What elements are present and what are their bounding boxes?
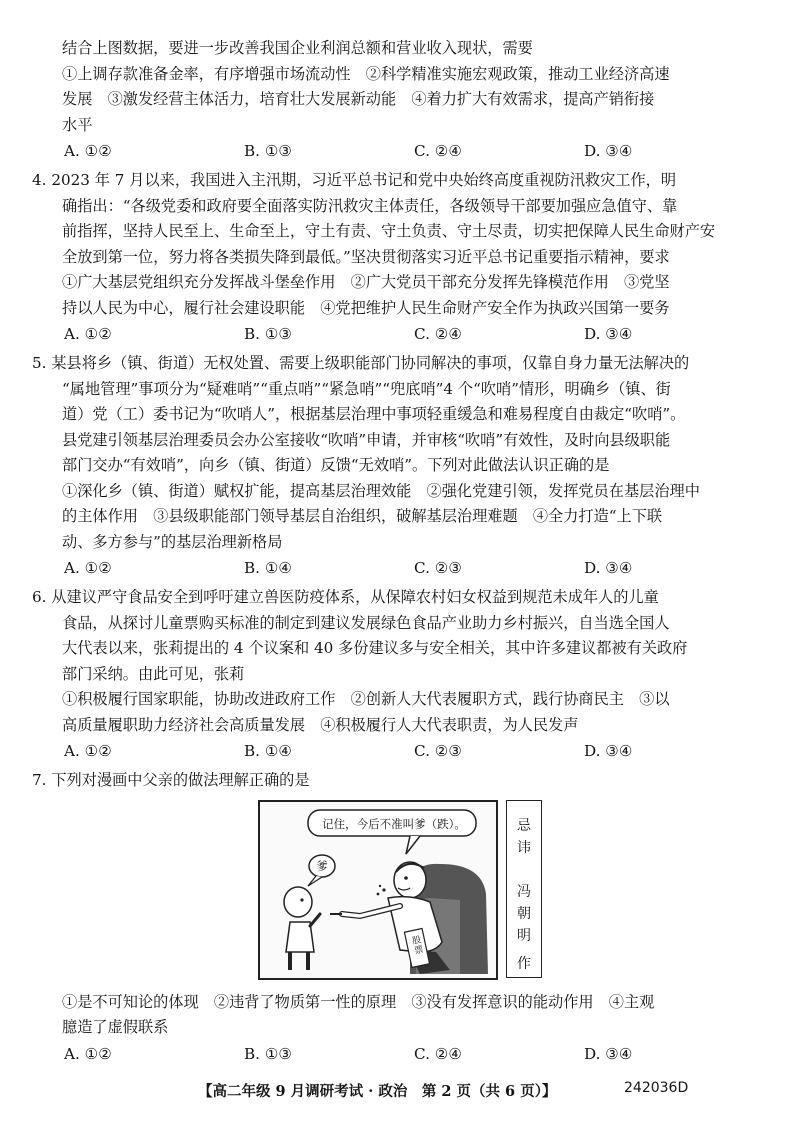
cartoon-title-char: 讳 xyxy=(517,839,531,856)
cartoon-author-char: 明 xyxy=(517,927,531,944)
question-4-line: 前指挥，坚持人民至上、生命至上，守土有责、守土负责、守土尽责，切实把保障人民生命财产安 xyxy=(62,222,716,240)
question-6-line: ①积极履行国家职能，协助改进政府工作 ②创新人大代表履职方式，践行协商民主 ③以 xyxy=(62,690,670,708)
option-b: B. ①④ xyxy=(244,742,293,760)
cartoon-title-char: 忌 xyxy=(517,817,531,834)
question-4-line: 确指出：“各级党委和政府要全面落实防汛救灾主体责任，各级领导干部要加强应急值守、靠 xyxy=(62,196,678,215)
question-7-options xyxy=(62,1041,752,1071)
option-a: A. ①② xyxy=(64,742,112,760)
question-3-line: 结合上图数据，要进一步改善我国企业利润总额和营业收入现状，需要 xyxy=(62,39,533,57)
cartoon-author xyxy=(515,881,533,975)
question-6-line: 食品，从探讨儿童票购买标准的制定到建议发展绿色食品产业助力乡村振兴，自当选全国人 xyxy=(62,613,670,632)
footer-exam-code: 242036D xyxy=(624,1080,689,1096)
cartoon-image xyxy=(258,800,498,980)
option-a: A. ①② xyxy=(64,1044,112,1063)
question-5-line: 5. 某县将乡（镇、街道）无权处置、需要上级职能部门协同解决的事项，仅靠自身力量无法解决的 xyxy=(32,354,690,372)
question-7-line: ①是不可知论的体现 ②违背了物质第一性的原理 ③没有发挥意识的能动作用 ④主观 xyxy=(62,992,655,1011)
option-c: C. ②③ xyxy=(414,742,462,760)
question-5-line: 动、多方参与”的基层治理新格局 xyxy=(62,532,283,551)
question-5-options xyxy=(62,555,752,585)
question-5-line: 道）党（工）委书记为“吹哨人”，根据基层治理中事项轻重缓急和难易程度自由裁定“吹哨”。 xyxy=(62,405,686,423)
option-c: C. ②④ xyxy=(414,325,462,343)
question-7 xyxy=(32,768,752,1071)
question-6-line: 大代表以来，张莉提出的 4 个议案和 40 多份建议多与安全相关，其中许多建议都被有关政府 xyxy=(62,639,688,657)
option-c: C. ②③ xyxy=(414,559,462,577)
question-3-line: 发展 ③激发经营主体活力，培育壮大发展新动能 ④着力扩大有效需求，提高产销衔接 xyxy=(62,90,655,108)
cartoon-author-char: 朝 xyxy=(517,905,531,922)
child-speech-text: 爹 xyxy=(316,858,328,873)
question-3 xyxy=(62,36,752,168)
question-4-line: 持以人民为中心，履行社会建设职能 ④党把维护人民生命财产安全作为执政兴国第一要务 xyxy=(62,298,670,317)
cartoon-figure xyxy=(62,800,752,986)
option-b: B. ①④ xyxy=(244,559,293,577)
question-6-line: 高质量履职助力经济社会高质量发展 ④积极履行人大代表职责，为人民发声 xyxy=(62,715,579,734)
father-speech-tail xyxy=(406,836,420,854)
question-7-line: 臆造了虚假联系 xyxy=(62,1018,169,1036)
stock-label-text: 股票 xyxy=(411,934,425,957)
question-5-line: ①深化乡（镇、街道）赋权扩能，提高基层治理效能 ②强化党建引领，发挥党员在基层治理中 xyxy=(62,481,700,500)
option-d: D. ③④ xyxy=(584,142,633,160)
question-5 xyxy=(32,351,752,585)
option-c: C. ②④ xyxy=(414,1044,462,1063)
cartoon-caption xyxy=(506,800,542,978)
cartoon-author-char: 作 xyxy=(517,955,531,972)
option-d: D. ③④ xyxy=(584,742,633,760)
option-b: B. ①③ xyxy=(244,1044,293,1063)
question-6-options xyxy=(62,738,752,768)
option-d: D. ③④ xyxy=(584,325,633,343)
question-4 xyxy=(32,168,752,351)
option-a: A. ①② xyxy=(64,142,112,160)
question-5-line: 县党建引领基层治理委员会办公室接收“吹哨”申请，并审核“吹哨”有效性，及时向县级职能 xyxy=(62,430,671,449)
option-d: D. ③④ xyxy=(584,1044,633,1063)
cartoon-author-char: 冯 xyxy=(517,883,531,900)
option-c: C. ②④ xyxy=(414,142,462,160)
question-4-line: 4. 2023 年 7 月以来，我国进入主汛期，习近平总书记和党中央始终高度重视防汛救灾工作，明 xyxy=(32,171,677,189)
option-b: B. ①③ xyxy=(244,325,293,343)
question-5-line: 的主体作用 ③县级职能部门领导基层自治组织，破解基层治理难题 ④全力打造“上下联 xyxy=(62,507,663,525)
option-d: D. ③④ xyxy=(584,559,633,577)
question-5-line: “属地管理”事项分为“疑难哨”“重点哨”“紧急哨”“兜底哨”4 个“吹哨”情形，明确乡（镇、街 xyxy=(62,379,671,398)
option-a: A. ①② xyxy=(64,559,112,577)
question-6 xyxy=(32,585,752,768)
question-3-line: ①上调存款准备金率，有序增强市场流动性 ②科学精准实施宏观政策，推动工业经济高速 xyxy=(62,64,670,83)
child-head xyxy=(284,887,312,917)
question-4-line: 全放到第一位，努力将各类损失降到最低。”坚决贯彻落实习近平总书记重要指示精神，要求 xyxy=(62,247,670,266)
question-6-line: 部门采纳。由此可见，张莉 xyxy=(62,664,245,683)
question-4-line: ①广大基层党组织充分发挥战斗堡垒作用 ②广大党员干部充分发挥先锋模范作用 ③党坚 xyxy=(62,273,670,291)
father-speech-text: 记住，今后不准叫爹（跌）。 xyxy=(322,816,466,831)
question-7-stem: 7. 下列对漫画中父亲的做法理解正确的是 xyxy=(32,771,310,789)
exam-page xyxy=(32,36,752,1071)
option-a: A. ①② xyxy=(64,325,112,343)
cartoon-title xyxy=(515,815,533,859)
question-6-line: 6. 从建议严守食品安全到呼吁建立兽医防疫体系，从保障农村妇女权益到规范未成年人的儿童 xyxy=(32,588,659,606)
question-3-line: 水平 xyxy=(62,115,93,134)
question-5-line: 部门交办“有效哨”，向乡（镇、街道）反馈“无效哨”。下列对此做法认识正确的是 xyxy=(62,456,610,474)
question-3-options xyxy=(62,138,752,168)
option-b: B. ①③ xyxy=(244,142,293,160)
footer-page-info: 【高二年级 9 月调研考试 · 政治 第 2 页（共 6 页）】 xyxy=(198,1083,557,1100)
question-4-options xyxy=(62,321,752,351)
